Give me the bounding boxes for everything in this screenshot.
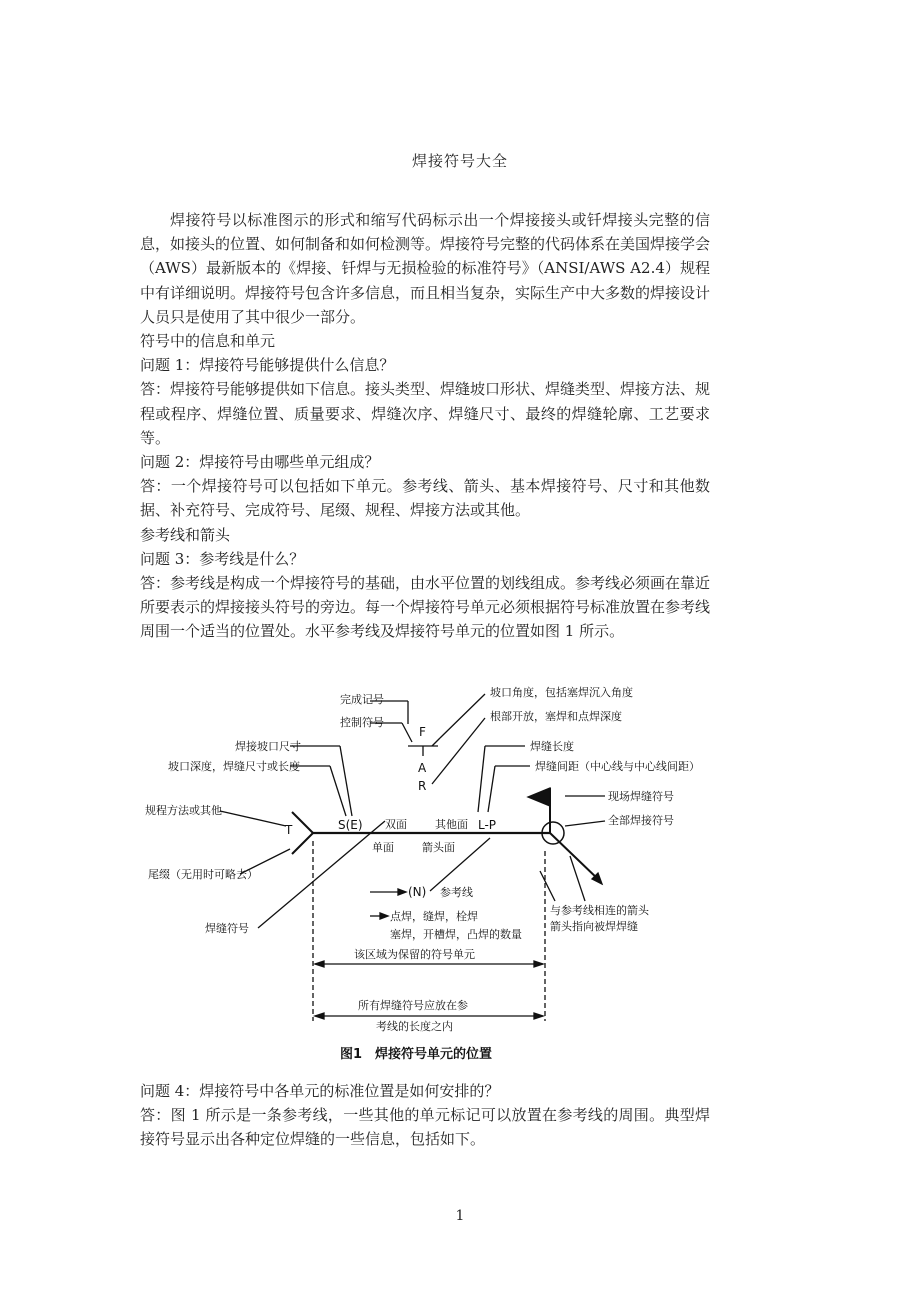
groove-angle-label: 坡口角度，包括塞焊沉入角度 — [490, 686, 633, 699]
lower-text — [140, 1079, 710, 1152]
page-title: 焊接符号大全 — [411, 152, 508, 170]
root-opening-label: 根部开放，塞焊和点焊深度 — [490, 710, 622, 723]
spec-process-label: 规程方法或其他 — [145, 804, 222, 817]
letter-se: S(E) — [338, 818, 363, 832]
weld-symbol-label: 焊缝符号 — [205, 922, 249, 935]
page-number: 1 — [455, 1208, 465, 1224]
all-within-label-2: 考线的长度之内 — [376, 1020, 453, 1033]
body-text — [140, 208, 710, 644]
both-sides-label: 双面 — [385, 818, 407, 831]
weld-length-label: 焊缝长度 — [530, 740, 574, 753]
arrow-line — [550, 833, 600, 881]
tail-label: 尾缀（无用时可略去） — [148, 868, 258, 881]
answer-4: 答：图 1 所示是一条参考线，一些其他的单元标记可以放置在参考线的周围。典型焊接符号显示出各种定位焊缝的一些信息，包括如下。 — [140, 1106, 710, 1149]
plug-slot-label: 塞焊，开槽焊，凸焊的数量 — [390, 928, 522, 941]
depth-size-label: 坡口深度，焊缝尺寸或长度 — [168, 760, 300, 773]
answer-2: 答：一个焊接符号可以包括如下单元。参考线、箭头、基本焊接符号、尺寸和其他数据、补充符号、完成符号、尾缀、规程、焊接方法或其他。 — [140, 477, 710, 520]
question-2: 问题 2：焊接符号由哪些单元组成？ — [140, 453, 380, 472]
finish-symbol-label: 完成记号 — [340, 693, 384, 706]
all-within-label-1: 所有焊缝符号应放在参 — [358, 999, 468, 1012]
spot-seam-label: 点焊，缝焊，栓焊 — [390, 910, 478, 923]
question-4: 问题 4：焊接符号中各单元的标准位置是如何安排的？ — [140, 1082, 500, 1100]
arrow-single-label: 单面 — [372, 841, 394, 854]
section-heading: 参考线和箭头 — [140, 525, 231, 544]
answer-1: 答：焊接符号能够提供如下信息。接头类型、焊缝坡口形状、焊缝类型、焊接方法、规程或程序、焊缝位置、质量要求、焊缝次序、焊缝尺寸、最终的焊缝轮廓、工艺要求等。 — [140, 380, 711, 447]
letter-t: T — [285, 823, 293, 837]
intro-paragraph: 焊接符号以标准图示的形式和缩写代码标示出一个焊接接头或钎焊接头完整的信息，如接头的位置、如何制备和如何检测等。焊接符号完整的代码体系在美国焊接学会（AWS）最新版本的《焊接、钎焊与无损检验的标准符号》（ANSI/AWS A2.4）规程中有详细说明。焊接符号包含许多信息，而且相当复杂，实际生产中大多数的焊接设计人员只是使用了其中很少一部分。 — [140, 211, 711, 326]
field-weld-label: 现场焊缝符号 — [608, 790, 674, 803]
arrow-side-label: 箭头面 — [422, 841, 455, 854]
reserved-area-label: 该区域为保留的符号单元 — [354, 948, 475, 961]
pitch-label: 焊缝间距（中心线与中心线间距） — [535, 760, 700, 773]
letter-lp: L-P — [478, 818, 497, 832]
arrow-line-label: 与参考线相连的箭头 — [550, 904, 649, 917]
groove-size-label: 焊接坡口尺寸 — [235, 740, 301, 753]
answer-3: 答：参考线是构成一个焊接符号的基础，由水平位置的划线组成。参考线必须画在靠近所要表示的焊接接头符号的旁边。每一个焊接符号单元必须根据符号标准放置在参考线周围一个适当的位置处。水平参考线及焊接符号单元的位置如图 1 所示。 — [140, 574, 711, 641]
letter-a: A — [418, 761, 427, 775]
letter-f: F — [419, 725, 426, 739]
section-heading: 符号中的信息和单元 — [140, 332, 276, 351]
question-3: 问题 3：参考线是什么？ — [140, 549, 305, 568]
all-around-label: 全部焊接符号 — [608, 814, 674, 827]
welding-symbol-figure — [140, 676, 720, 1076]
figure-diagram — [140, 676, 720, 1076]
question-1: 问题 1：焊接符号能够提供什么信息？ — [140, 356, 395, 375]
letter-r: R — [418, 779, 427, 793]
other-side-label: 其他面 — [435, 818, 468, 831]
letter-n: (N) — [408, 885, 427, 899]
ref-line-label: 参考线 — [440, 886, 473, 899]
contour-symbol-label: 控制符号 — [340, 716, 384, 729]
figure-caption: 图1 焊接符号单元的位置 — [340, 1047, 493, 1062]
field-weld-flag — [528, 788, 550, 806]
arrow-points-label: 箭头指向被焊焊缝 — [550, 920, 638, 933]
